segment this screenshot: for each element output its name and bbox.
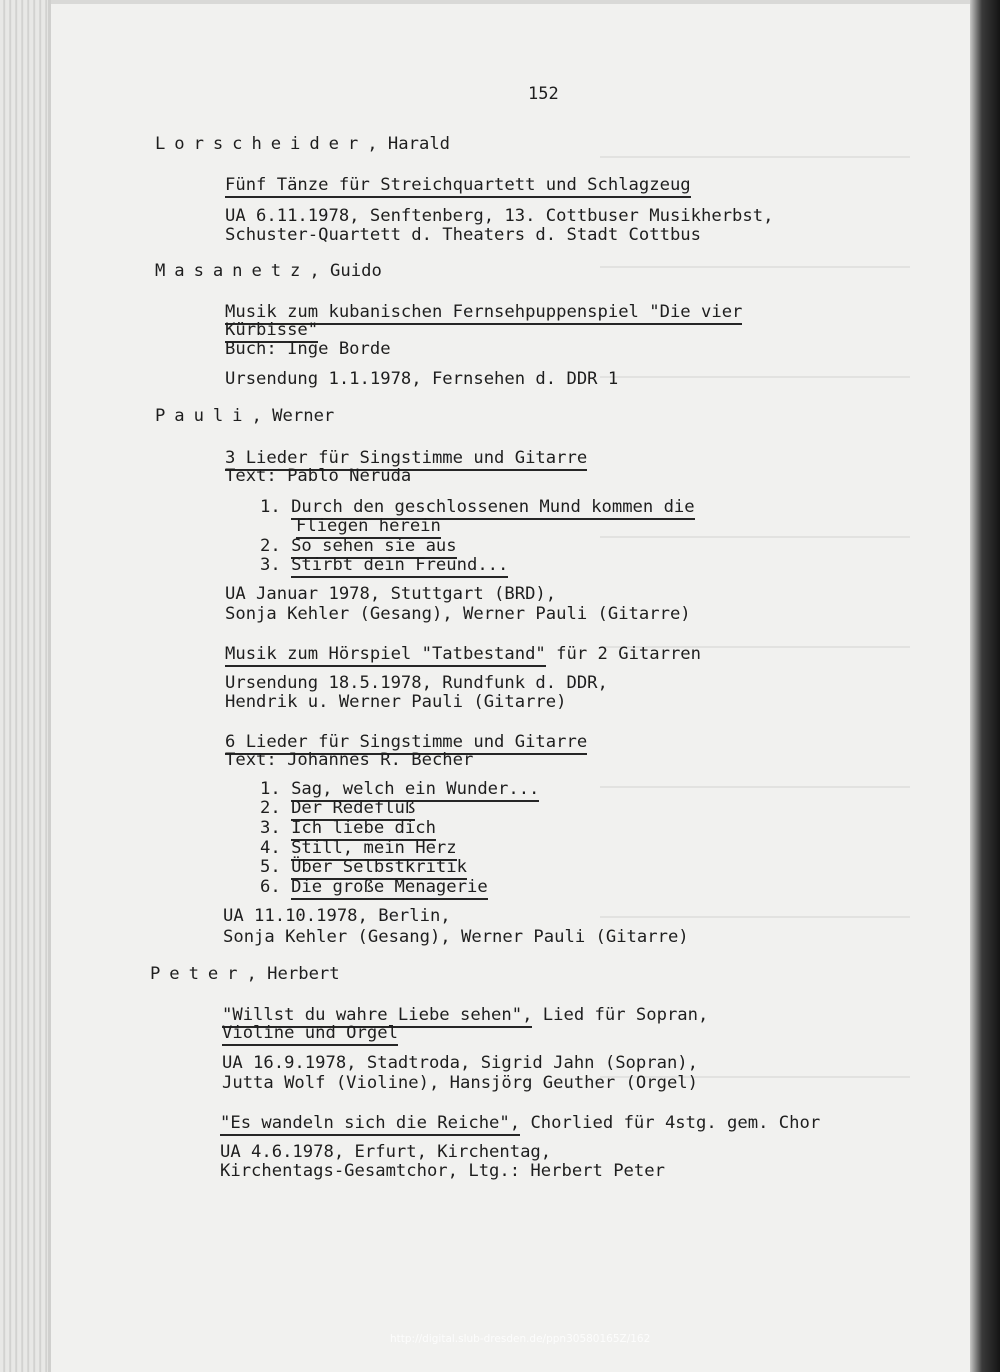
song-item-continued: Fliegen herein bbox=[296, 517, 441, 536]
book-gutter bbox=[970, 0, 1000, 1372]
composer-heading: Masanetz, Guido bbox=[155, 261, 382, 281]
page-edge-line bbox=[48, 0, 51, 1372]
composer-firstname: Harald bbox=[387, 134, 451, 154]
work-title: 3 Lieder für Singstimme und Gitarre bbox=[225, 449, 587, 468]
composer-surname: Pauli bbox=[155, 406, 252, 426]
work-note: UA 6.11.1978, Senftenberg, 13. Cottbuser Musikherbst, bbox=[225, 206, 774, 226]
composer-heading: Pauli, Werner bbox=[155, 406, 335, 426]
work-note: Jutta Wolf (Violine), Hansjörg Geuther (Orgel) bbox=[222, 1073, 698, 1093]
work-note: UA 11.10.1978, Berlin, bbox=[223, 906, 451, 926]
song-item: 1. Durch den geschlossenen Mund kommen die bbox=[260, 498, 695, 517]
work-credit: Text: Johannes R. Becher bbox=[225, 750, 474, 770]
work-credit: Text: Pablo Neruda bbox=[225, 466, 412, 486]
work-title: "Willst du wahre Liebe sehen", Lied für Sopran, bbox=[222, 1006, 708, 1025]
page-stack-edge bbox=[0, 0, 48, 1372]
work-note: Ursendung 1.1.1978, Fernsehen d. DDR 1 bbox=[225, 369, 619, 389]
work-note: Kirchentags-Gesamtchor, Ltg.: Herbert Peter bbox=[220, 1161, 665, 1181]
song-item: 3. Ich liebe dich bbox=[260, 819, 436, 838]
work-title-continued: Violine und Orgel bbox=[222, 1024, 398, 1043]
work-title: Musik zum Hörspiel "Tatbestand" für 2 Gitarren bbox=[225, 645, 701, 664]
work-note: Sonja Kehler (Gesang), Werner Pauli (Gitarre) bbox=[223, 927, 689, 947]
work-credit: Buch: Inge Borde bbox=[225, 339, 391, 359]
composer-surname: Masanetz bbox=[155, 261, 310, 281]
page-number: 152 bbox=[528, 84, 559, 104]
work-note: UA 4.6.1978, Erfurt, Kirchentag, bbox=[220, 1142, 552, 1162]
song-item: 5. Über Selbstkritik bbox=[260, 858, 467, 877]
work-title-continued: Kürbisse" bbox=[225, 321, 318, 340]
work-title: 6 Lieder für Singstimme und Gitarre bbox=[225, 733, 587, 752]
work-note: UA 16.9.1978, Stadtroda, Sigrid Jahn (Sopran), bbox=[222, 1053, 698, 1073]
work-title: Fünf Tänze für Streichquartett und Schlagzeug bbox=[225, 176, 691, 195]
song-item: 4. Still, mein Herz bbox=[260, 839, 457, 858]
composer-heading: Peter, Herbert bbox=[150, 964, 340, 984]
composer-surname: Peter bbox=[150, 964, 247, 984]
work-title: Musik zum kubanischen Fernsehpuppenspiel "Die vier bbox=[225, 303, 742, 322]
song-item: 2. So sehen sie aus bbox=[260, 537, 457, 556]
work-note: Schuster-Quartett d. Theaters d. Stadt Cottbus bbox=[225, 225, 701, 245]
work-note: Hendrik u. Werner Pauli (Gitarre) bbox=[225, 692, 567, 712]
composer-firstname: Guido bbox=[330, 261, 382, 281]
song-item: 6. Die große Menagerie bbox=[260, 878, 488, 897]
song-item: 1. Sag, welch ein Wunder... bbox=[260, 780, 539, 799]
work-title: "Es wandeln sich die Reiche", Chorlied für 4stg. gem. Chor bbox=[220, 1114, 820, 1133]
song-item: 2. Der Redefluß bbox=[260, 799, 415, 818]
work-note: Sonja Kehler (Gesang), Werner Pauli (Gitarre) bbox=[225, 604, 691, 624]
top-border bbox=[51, 0, 970, 4]
work-note: UA Januar 1978, Stuttgart (BRD), bbox=[225, 584, 557, 604]
source-url: http://digital.slub-dresden.de/ppn30580165Z/162 bbox=[390, 1333, 651, 1345]
composer-surname: Lorscheider bbox=[155, 134, 368, 154]
composer-heading: Lorscheider, Harald bbox=[155, 134, 451, 154]
song-item: 3. Stirbt dein Freund... bbox=[260, 556, 508, 575]
composer-firstname: Werner bbox=[272, 406, 335, 426]
work-note: Ursendung 18.5.1978, Rundfunk d. DDR, bbox=[225, 673, 608, 693]
composer-firstname: Herbert bbox=[267, 964, 340, 984]
